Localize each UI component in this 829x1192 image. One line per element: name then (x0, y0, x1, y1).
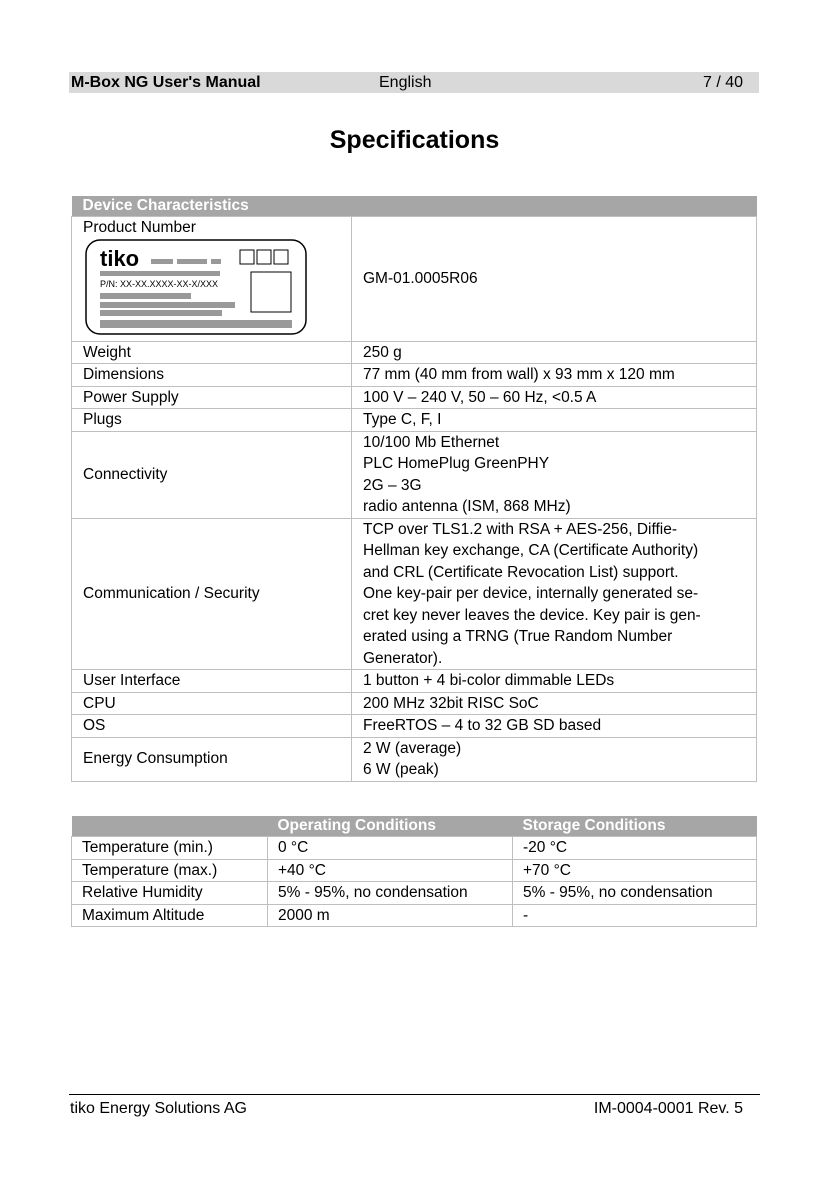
product-label-image (85, 239, 307, 337)
spec-value (352, 715, 757, 738)
spec-value (352, 341, 757, 364)
spec-value-line: and CRL (Certificate Revocation List) support. (363, 563, 679, 581)
spec-key: Power Supply (72, 386, 352, 409)
storage-value: - (513, 904, 757, 927)
table-row-product-number (72, 217, 757, 342)
footer-divider (69, 1094, 760, 1095)
storage-value: 5% - 95%, no condensation (513, 882, 757, 905)
storage-value: -20 °C (513, 837, 757, 860)
spec-value-line: radio antenna (ISM, 868 MHz) (363, 498, 571, 515)
footer-company: tiko Energy Solutions AG (70, 1100, 247, 1117)
spec-key: Plugs (72, 409, 352, 432)
footer-doc-id: IM-0004-0001 Rev. 5 (593, 1100, 743, 1117)
section-heading: Device Characteristics (72, 196, 352, 217)
operating-value: 2000 m (268, 904, 513, 927)
spec-value-line: 200 MHz 32bit RISC SoC (363, 694, 539, 712)
spec-value-line: One key-pair per device, internally generated se- (363, 585, 699, 602)
spec-value-line: 2 W (average) (363, 739, 462, 757)
manual-title: M-Box NG User's Manual (71, 74, 261, 91)
table-row (72, 904, 757, 927)
spec-value (352, 518, 757, 670)
spec-value-line: 250 g (363, 343, 402, 361)
spec-key: User Interface (72, 670, 352, 693)
spec-value-line: 6 W (peak) (363, 761, 439, 778)
table-row (72, 882, 757, 905)
spec-value-line: TCP over TLS1.2 with RSA + AES-256, Diffie- (363, 520, 678, 538)
product-number-cell (72, 217, 352, 342)
table-row (72, 386, 757, 409)
table-row (72, 837, 757, 860)
page-header (69, 72, 759, 93)
label-brand: tiko (100, 245, 140, 271)
spec-value (352, 431, 757, 518)
language-label: English (379, 74, 432, 91)
condition-name: Relative Humidity (72, 882, 268, 905)
spec-value-line: Type C, F, I (363, 411, 442, 428)
spec-value (352, 364, 757, 387)
condition-name: Temperature (min.) (72, 837, 268, 860)
table-row (72, 670, 757, 693)
page-number: 7 / 40 (702, 74, 743, 91)
spec-value-line: FreeRTOS – 4 to 32 GB SD based (363, 717, 602, 734)
storage-conditions-header: Storage Conditions (513, 816, 757, 837)
spec-key: Energy Consumption (72, 737, 352, 781)
spec-value (352, 692, 757, 715)
spec-value (352, 386, 757, 409)
product-number-value: GM-01.0005R06 (352, 217, 757, 342)
spec-key: Weight (72, 341, 352, 364)
spec-key: Communication / Security (72, 518, 352, 670)
spec-value (352, 737, 757, 781)
conditions-header-blank (72, 816, 268, 837)
spec-value (352, 409, 757, 432)
spec-value-line: Hellman key exchange, CA (Certificate Authority) (363, 542, 699, 559)
conditions-table (71, 816, 757, 927)
spec-value-line: Generator). (363, 649, 443, 667)
table-row (72, 518, 757, 670)
spec-value-line: erated using a TRNG (True Random Number (363, 628, 673, 645)
spec-value-line: 2G – 3G (363, 476, 422, 494)
table-row (72, 859, 757, 882)
spec-value-line: cret key never leaves the device. Key pair is gen- (363, 606, 701, 624)
spec-value-line: 10/100 Mb Ethernet (363, 433, 500, 451)
operating-value: 0 °C (268, 837, 513, 860)
table-row (72, 737, 757, 781)
spec-key: CPU (72, 692, 352, 715)
spec-value-line: 100 V – 240 V, 50 – 60 Hz, <0.5 A (363, 388, 597, 406)
label-part-number: P/N: XX-XX.XXXX-XX-X/XXX (100, 278, 219, 289)
device-characteristics-table (71, 196, 757, 782)
spec-value-line: PLC HomePlug GreenPHY (363, 455, 550, 472)
spec-value (352, 670, 757, 693)
condition-name: Maximum Altitude (72, 904, 268, 927)
table-row (72, 364, 757, 387)
table-row (72, 715, 757, 738)
table-row (72, 692, 757, 715)
spec-value-line: 1 button + 4 bi-color dimmable LEDs (363, 672, 615, 689)
conditions-header-row (72, 816, 757, 837)
table-row (72, 431, 757, 518)
spec-key: OS (72, 715, 352, 738)
operating-value: 5% - 95%, no condensation (268, 882, 513, 905)
spec-key: Connectivity (72, 431, 352, 518)
operating-conditions-header: Operating Conditions (268, 816, 513, 837)
operating-value: +40 °C (268, 859, 513, 882)
storage-value: +70 °C (513, 859, 757, 882)
table-row (72, 341, 757, 364)
table-section-header (72, 196, 757, 217)
page-title: Specifications (329, 126, 500, 154)
spec-value-line: 77 mm (40 mm from wall) x 93 mm x 120 mm (363, 366, 675, 383)
product-number-key: Product Number (83, 219, 196, 236)
table-row (72, 409, 757, 432)
condition-name: Temperature (max.) (72, 859, 268, 882)
spec-key: Dimensions (72, 364, 352, 387)
